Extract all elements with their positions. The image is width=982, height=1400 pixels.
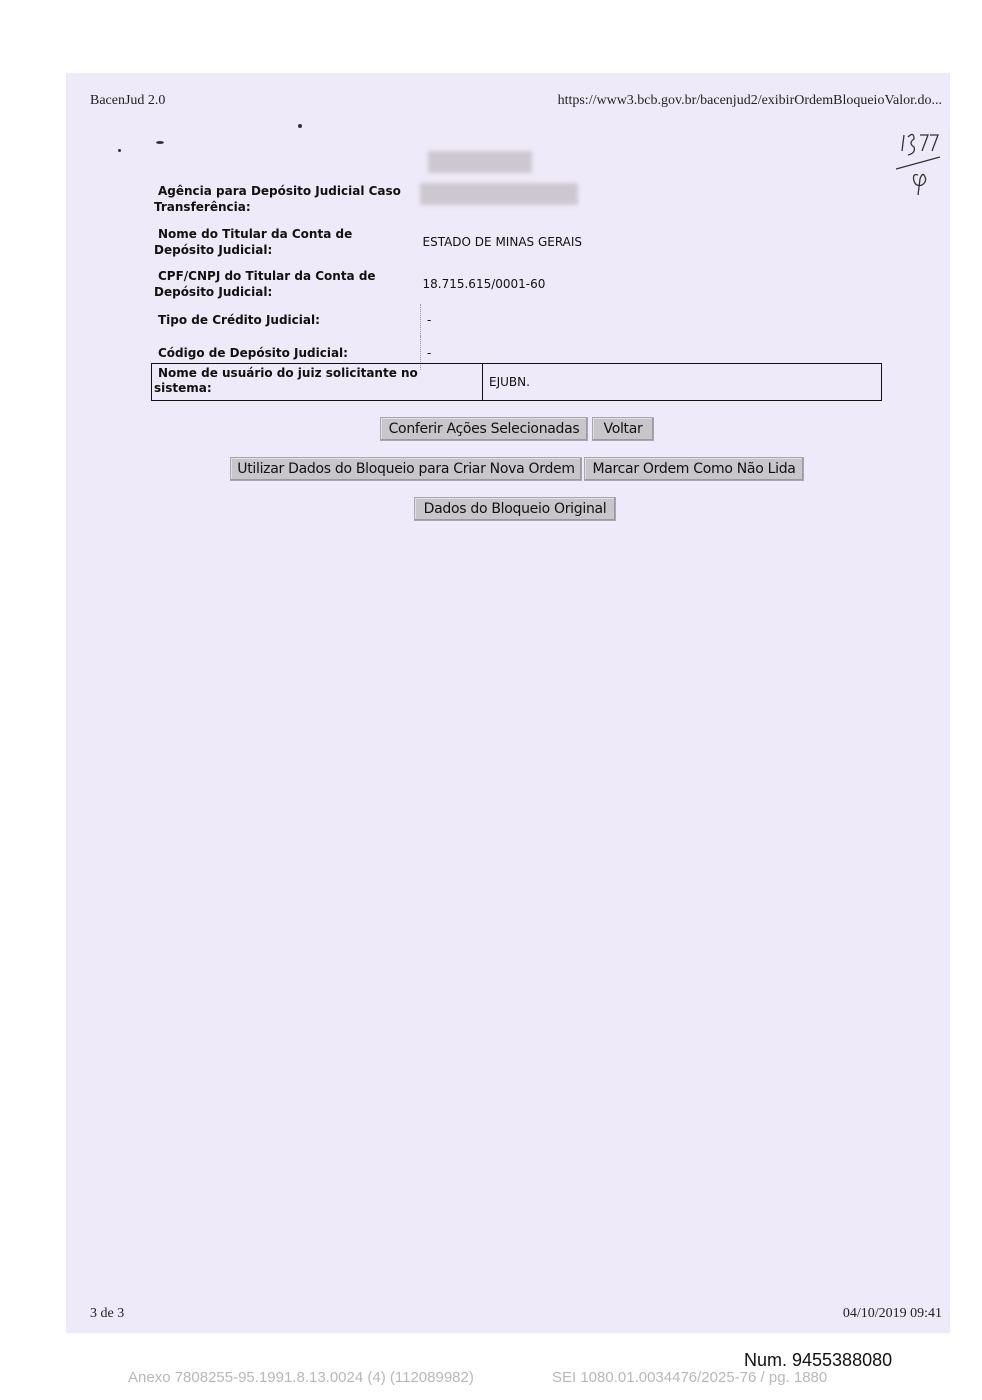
field-label: Agência para Depósito Judicial Caso Transferência: xyxy=(154,184,401,214)
handwritten-folio-mark xyxy=(894,129,946,199)
print-footer-datetime: 04/10/2019 09:41 xyxy=(842,1306,942,1321)
field-label: CPF/CNPJ do Titular da Conta de Depósito Judicial: xyxy=(154,268,376,299)
table-row xyxy=(152,263,852,304)
document-number: Num. 9455388080 xyxy=(744,1350,893,1370)
scan-speck xyxy=(298,124,302,128)
scan-speck xyxy=(118,149,121,152)
printed-page xyxy=(66,73,950,1333)
annex-reference: Anexo 7808255-95.1991.8.13.0024 (4) (112089982) xyxy=(128,1369,474,1386)
field-label: Tipo de Crédito Judicial: xyxy=(158,313,320,327)
voltar-button[interactable]: Voltar xyxy=(592,417,654,441)
field-value: 18.715.615/0001-60 xyxy=(422,276,546,291)
field-label: Código de Depósito Judicial: xyxy=(158,346,348,360)
judge-username-label: Nome de usuário do juiz solicitante no sistema: xyxy=(152,364,483,400)
scan-speck xyxy=(156,141,164,144)
conferir-acoes-button[interactable]: Conferir Ações Selecionadas xyxy=(380,417,588,441)
sei-reference: SEI 1080.01.0034476/2025-76 / pg. 1880 xyxy=(552,1369,828,1386)
table-row xyxy=(152,177,852,221)
field-value xyxy=(421,177,853,221)
marcar-nao-lida-button[interactable]: Marcar Ordem Como Não Lida xyxy=(584,457,804,481)
dados-bloqueio-original-button[interactable]: Dados do Bloqueio Original xyxy=(414,497,616,521)
field-value: ESTADO DE MINAS GERAIS xyxy=(422,235,583,249)
field-value: - xyxy=(421,304,853,336)
print-header-app-title: BacenJud 2.0 xyxy=(90,93,166,108)
print-header-url: https://www3.bcb.gov.br/bacenjud2/exibirOrdemBloqueioValor.do... xyxy=(557,93,942,108)
utilizar-dados-button[interactable]: Utilizar Dados do Bloqueio para Criar Nova Ordem xyxy=(230,457,582,481)
field-value: - xyxy=(421,336,853,370)
deposit-info-table xyxy=(152,177,852,370)
field-label: Nome do Titular da Conta de Depósito Judicial: xyxy=(154,227,353,257)
print-footer-page-count: 3 de 3 xyxy=(90,1306,125,1321)
judge-username-box xyxy=(151,363,882,401)
redacted-block xyxy=(428,151,532,173)
table-row xyxy=(152,221,852,263)
table-row xyxy=(152,304,852,336)
judge-username-value: EJUBN. xyxy=(489,375,530,389)
